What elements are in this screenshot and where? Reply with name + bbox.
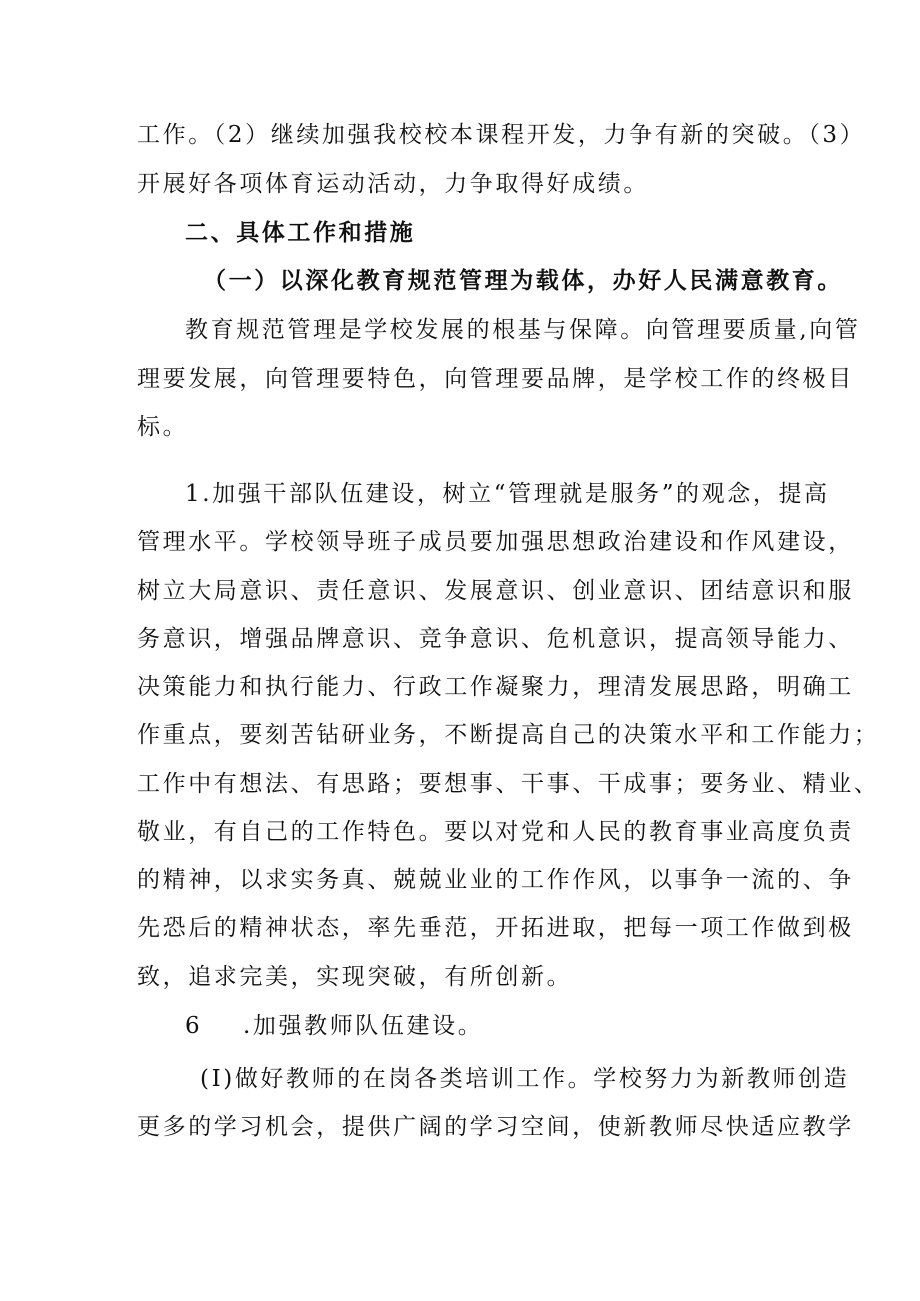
sub1-line-2: 更多的学习机会，提供广阔的学习空间，使新教师尽快适应教学 bbox=[137, 1114, 854, 1140]
subsection-heading: （一）以深化教育规范管理为载体，办好人民满意教育。 bbox=[203, 268, 843, 294]
item1-line-10: 先恐后的精神状态，率先垂范，开拓进取，把每一项工作做到极 bbox=[137, 915, 854, 941]
item1-line-9: 的精神，以求实务真、兢兢业业的工作作风，以事争一流的、争 bbox=[137, 867, 854, 893]
item1-line-2: 管理水平。学校领导班子成员要加强思想政治建设和作风建设， bbox=[137, 529, 854, 555]
section-heading: 二、具体工作和措施 bbox=[185, 220, 416, 246]
item6-text: .加强教师队伍建设。 bbox=[243, 1013, 484, 1039]
item1-line-6: 作重点，要刻苦钻研业务，不断提高自己的决策水平和工作能力； bbox=[137, 722, 880, 748]
sub1-line-1: (I)做好教师的在岗各类培训工作。学校努力为新教师创造 bbox=[200, 1066, 850, 1092]
item6-number: 6 bbox=[185, 1013, 203, 1039]
item1-line-7: 工作中有想法、有思路；要想事、干事、干成事；要务业、精业、 bbox=[137, 771, 880, 797]
item1-line-4: 务意识，增强品牌意识、竞争意识、危机意识，提高领导能力、 bbox=[137, 626, 854, 652]
item1-line-3: 树立大局意识、责任意识、发展意识、创业意识、团结意识和服 bbox=[137, 578, 854, 604]
intro-line-2: 开展好各项体育运动活动，力争取得好成绩。 bbox=[137, 171, 649, 197]
item1-line-8: 敬业，有自己的工作特色。要以对党和人民的教育事业高度负责 bbox=[137, 819, 854, 845]
intro-line-1: 工作。（2）继续加强我校校本课程开发，力争有新的突破。（3） bbox=[137, 122, 866, 148]
para1-line-1: 教育规范管理是学校发展的根基与保障。向管理要质量,向管 bbox=[185, 317, 861, 343]
item1-line-5: 决策能力和执行能力、行政工作凝聚力，理清发展思路，明确工 bbox=[137, 674, 854, 700]
item1-line-11: 致，追求完美，实现突破，有所创新。 bbox=[137, 964, 573, 990]
para1-line-3: 标。 bbox=[137, 414, 189, 440]
item1-line-1: 1.加强干部队伍建设，树立“管理就是服务”的观念，提高 bbox=[185, 481, 830, 507]
para1-line-2: 理要发展，向管理要特色，向管理要品牌，是学校工作的终极目 bbox=[137, 366, 854, 392]
